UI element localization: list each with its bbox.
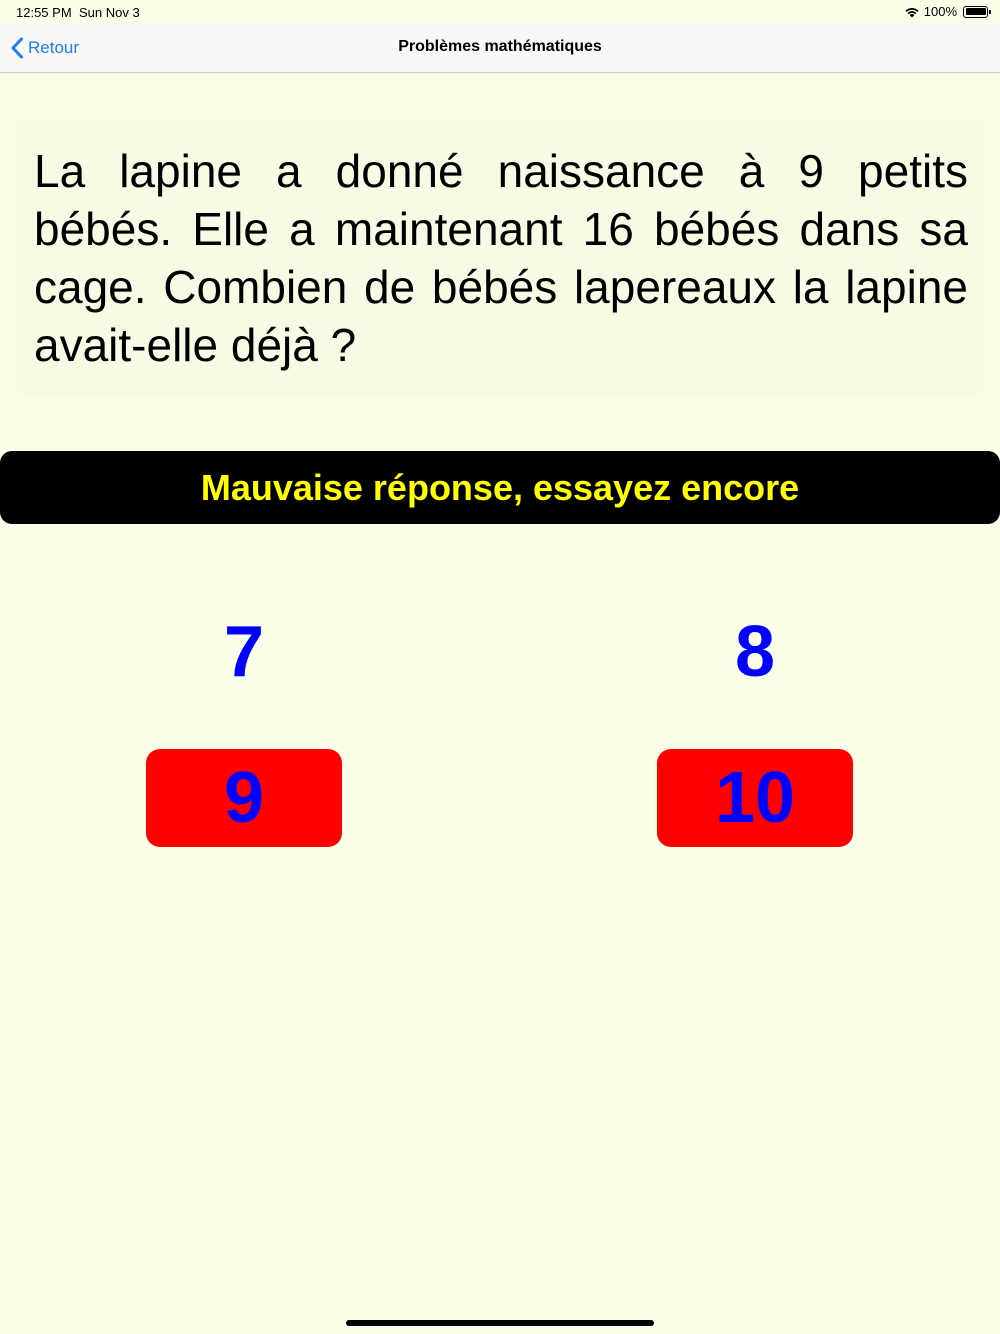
feedback-banner — [0, 451, 1000, 524]
question-panel — [16, 120, 984, 395]
page-title: Problèmes mathématiques — [398, 38, 602, 55]
answer-option-2[interactable]: 8 — [734, 612, 776, 692]
answer-option-3[interactable]: 9 — [146, 749, 342, 847]
status-time: 12:55 PM — [16, 5, 72, 20]
back-label: Retour — [28, 38, 80, 57]
feedback-text: Mauvaise réponse, essayez encore — [200, 466, 800, 508]
answer-option-1[interactable]: 7 — [223, 612, 265, 692]
status-date: Sun Nov 3 — [79, 5, 140, 20]
navigation-bar — [0, 24, 1000, 73]
question-text: La lapine a donné naissance à 9 petits bébés. Elle a maintenant 16 bébés dans sa cage. Combien de bébés lapereaux la lapine avait-elle déjà ? — [34, 145, 968, 371]
battery-percent: 100% — [923, 4, 957, 19]
wifi-icon — [904, 6, 920, 18]
status-bar — [0, 0, 1000, 24]
battery-icon — [963, 6, 988, 18]
status-indicators — [904, 4, 988, 19]
home-indicator[interactable] — [346, 1320, 654, 1326]
answer-option-4[interactable]: 10 — [657, 749, 853, 847]
